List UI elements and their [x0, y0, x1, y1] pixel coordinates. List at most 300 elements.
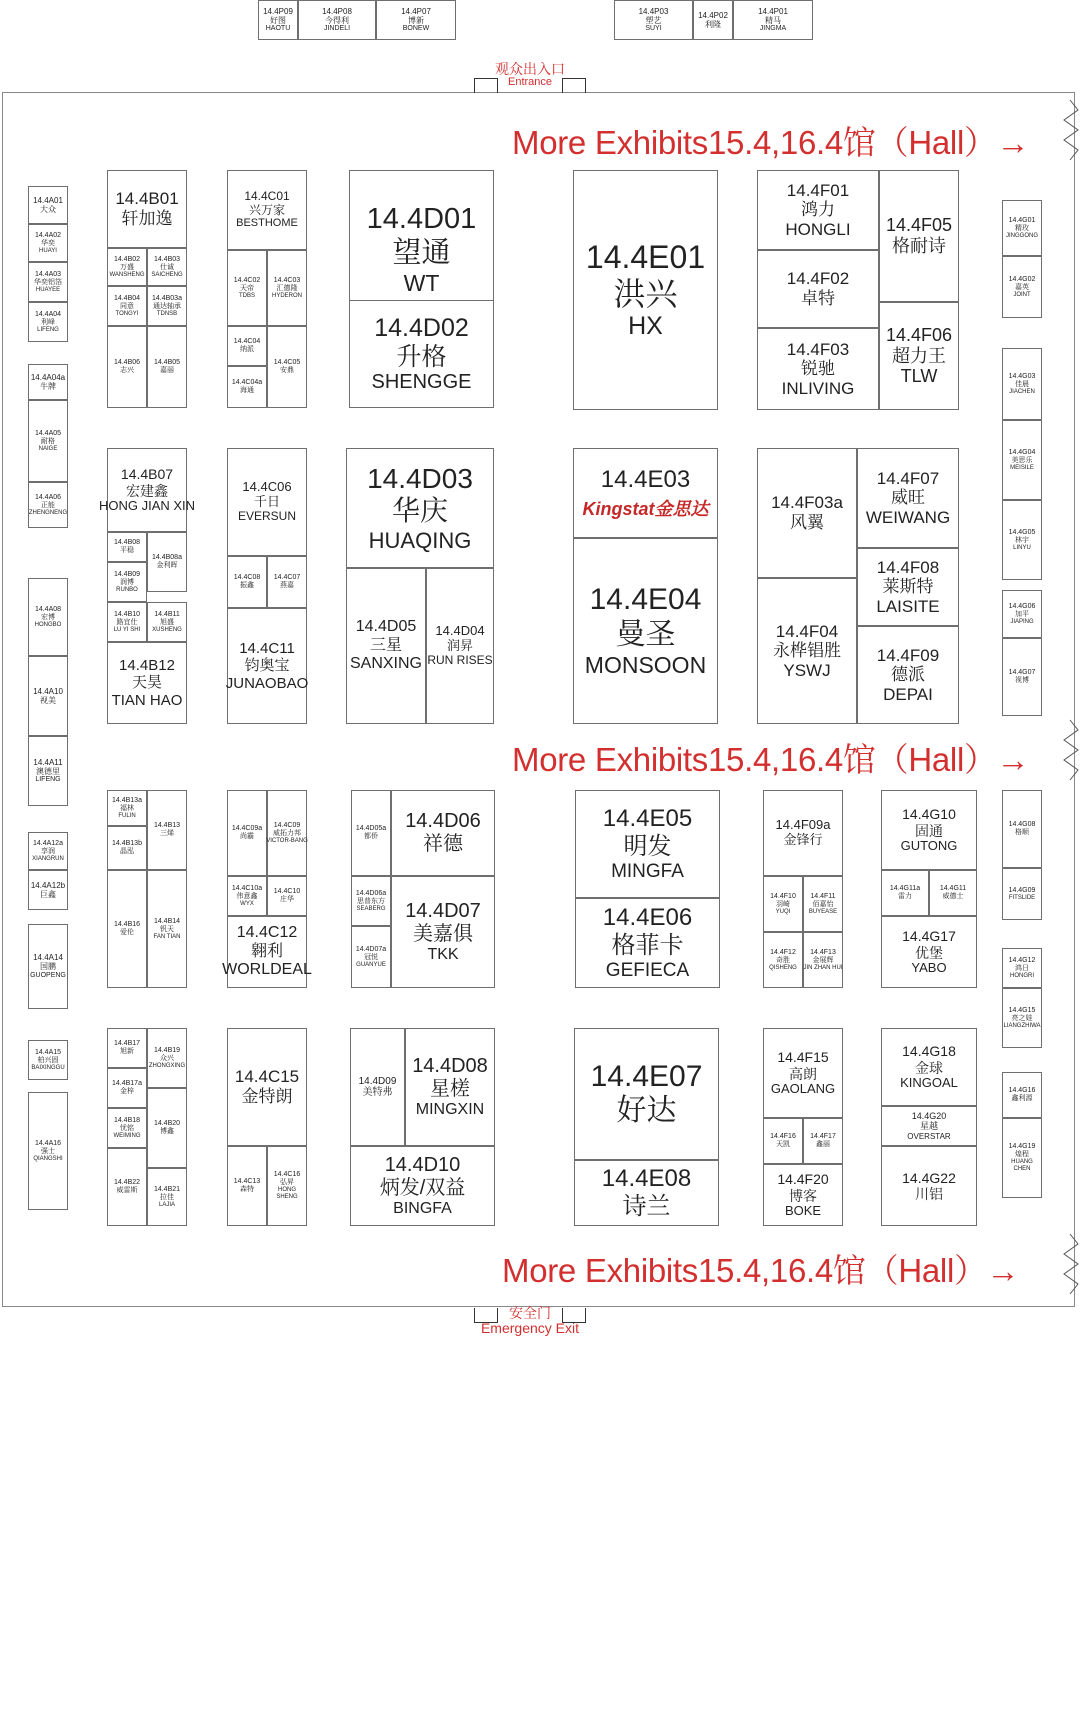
booth-number: 14.4F16 [770, 1132, 796, 1140]
booth-14-4b19[interactable] [147, 1028, 187, 1088]
booth-label [228, 1147, 266, 1225]
kingstat-logo: Kingstat金思达 [582, 499, 709, 520]
booth-number: 14.4C08 [233, 573, 261, 581]
booth-14-4b14[interactable] [147, 870, 187, 988]
booth-name-line: SAICHENG [151, 271, 183, 278]
booth-14-4c09a[interactable] [227, 790, 267, 876]
booth-14-4b03[interactable] [147, 248, 187, 286]
booth-number: 14.4G05 [1008, 528, 1036, 536]
booth-14-4b08[interactable] [107, 532, 147, 562]
booth-14-4f11[interactable] [803, 876, 843, 932]
booth-14-4g16[interactable] [1002, 1072, 1042, 1118]
booth-name-line: 汇德隆 [276, 284, 298, 292]
booth-name-line: FULIN [118, 812, 136, 819]
booth-name-line: 三烯 [160, 830, 174, 837]
booth-name-line: 大众 [40, 205, 56, 214]
booth-name-line: 金球 [915, 1059, 943, 1076]
booth-14-4f16[interactable] [763, 1118, 803, 1164]
booth-label [148, 249, 186, 285]
booth-name-line: LINYU [1013, 544, 1031, 551]
booth-14-4b04[interactable] [107, 286, 147, 326]
booth-14-4b01[interactable] [107, 170, 187, 248]
booth-label [427, 569, 493, 723]
booth-number: 14.4A08 [34, 605, 62, 613]
booth-name-line: HX [628, 312, 663, 341]
booth-label [228, 367, 266, 407]
booth-14-4f12[interactable] [763, 932, 803, 988]
booth-name-line: JOINT [1013, 291, 1031, 298]
booth-label [882, 917, 976, 987]
booth-number: 14.4F09 [876, 645, 940, 665]
booth-label [108, 827, 146, 869]
booth-name-line: WYX [240, 900, 254, 907]
booth-number: 14.4G02 [1008, 275, 1036, 283]
booth-name-line: QIANGSHI [33, 1155, 63, 1162]
booth-14-4b21[interactable] [147, 1168, 187, 1226]
booth-name-line: 精马 [765, 15, 781, 25]
booth-14-4d05a[interactable] [351, 790, 391, 876]
booth-name-line: HAOTU [265, 25, 291, 33]
booth-name-line: TDNSB [156, 310, 178, 317]
booth-number: 14.4C13 [233, 1177, 261, 1185]
booth-14-4g11[interactable] [929, 870, 977, 916]
booth-14-4d03[interactable] [346, 448, 494, 568]
booth-name-line: TDBS [238, 292, 255, 299]
booth-14-4g05[interactable] [1002, 500, 1042, 580]
booth-14-4b02[interactable] [107, 248, 147, 286]
booth-14-4a06[interactable] [28, 482, 68, 528]
booth-label [858, 449, 958, 547]
booth-name-line: RUN RISES [427, 653, 493, 668]
booth-14-4e05[interactable] [575, 790, 720, 898]
booth-name-line: 加平 [1015, 610, 1029, 618]
booth-label [108, 563, 146, 601]
booth-name-line: 博客 [789, 1187, 817, 1204]
booth-name-line: BESTHOME [236, 217, 298, 230]
booth-14-4e06[interactable] [575, 898, 720, 988]
booth-14-4c01[interactable] [227, 170, 307, 250]
booth-14-4f03[interactable] [757, 328, 879, 410]
booth-name-line: 润昇 [446, 638, 473, 654]
booth-14-4a16[interactable] [28, 1092, 68, 1210]
exit-en: Emergency Exit [480, 1319, 580, 1336]
booth-label [804, 877, 842, 931]
more-exhibits-link[interactable]: More Exhibits15.4,16.4馆（Hall）→ [512, 741, 1030, 778]
booth-label [1003, 791, 1041, 867]
booth-name-line: 诗兰 [622, 1193, 671, 1220]
booth-14-4b22[interactable] [107, 1148, 147, 1226]
booth-14-4p02[interactable] [693, 0, 733, 40]
booth-name-line: TIAN HAO [111, 691, 183, 709]
booth-name-line: HUAQING [368, 527, 472, 553]
booth-number: 14.4F11 [810, 892, 836, 900]
booth-14-4e07[interactable] [574, 1028, 719, 1160]
booth-name-line: 尚霸 [240, 833, 254, 840]
booth-label [1003, 421, 1041, 499]
booth-14-4b20[interactable] [147, 1088, 187, 1168]
booth-number: 14.4F08 [876, 557, 940, 577]
booth-label [882, 1107, 976, 1145]
booth-14-4a08[interactable] [28, 578, 68, 656]
booth-14-4f02[interactable] [757, 250, 879, 328]
booth-label [268, 1147, 306, 1225]
booth-14-4d02[interactable] [349, 300, 494, 408]
booth-label [29, 483, 67, 527]
booth-14-4f20[interactable] [763, 1164, 843, 1226]
wall-break-mark [1060, 1234, 1084, 1294]
booth-14-4c07[interactable] [267, 556, 307, 608]
booth-label [228, 251, 266, 325]
booth-number: 14.4G11a [889, 884, 921, 892]
booth-14-4f17[interactable] [803, 1118, 843, 1164]
booth-14-4e04[interactable] [573, 538, 718, 724]
booth-14-4f06[interactable] [879, 302, 959, 410]
booth-number: 14.4C03 [273, 276, 301, 284]
booth-name-line: 炳发/双益 [379, 1176, 466, 1199]
booth-14-4f15[interactable] [763, 1028, 843, 1118]
booth-14-4f05[interactable] [879, 170, 959, 302]
booth-label [108, 603, 146, 641]
booth-number: 14.4E07 [590, 1059, 703, 1093]
booth-name-line: GUOPENG [30, 971, 66, 979]
booth-name-line: 忧铭 [120, 1124, 134, 1132]
booth-name-line: 天凯 [776, 1141, 790, 1148]
booth-14-4g01[interactable] [1002, 200, 1042, 256]
booth-name-line: SANXING [349, 655, 422, 673]
booth-number: 14.4B08a [152, 553, 182, 561]
booth-name-line: 华奕铝箔 [34, 278, 62, 286]
booth-14-4p09[interactable] [258, 0, 298, 40]
booth-14-4p08[interactable] [298, 0, 376, 40]
booth-name-line: 宏建鑫 [126, 482, 168, 499]
booth-14-4p03[interactable] [614, 0, 693, 40]
booth-14-4e01[interactable] [573, 170, 718, 410]
booth-14-4g03[interactable] [1002, 348, 1042, 420]
booth-label [222, 917, 312, 987]
booth-number: 14.4B19 [153, 1046, 181, 1054]
booth-14-4g17[interactable] [881, 916, 977, 988]
booth-14-4c08[interactable] [227, 556, 267, 608]
booth-name-line: 众兴 [160, 1054, 174, 1062]
booth-14-4g12[interactable] [1002, 948, 1042, 988]
exit-cn: 安全门 [509, 1305, 551, 1321]
booth-14-4c09[interactable] [267, 790, 307, 876]
booth-14-4g07[interactable] [1002, 638, 1042, 716]
more-exhibits-link[interactable]: More Exhibits15.4,16.4馆（Hall）→ [512, 124, 1030, 161]
booth-name-line: 海通 [240, 387, 254, 394]
booth-name-line: 嘉英 [1015, 283, 1029, 291]
booth-label [148, 603, 186, 641]
booth-label [108, 1109, 146, 1147]
booth-label [108, 791, 146, 825]
booth-14-4b05[interactable] [147, 326, 187, 408]
booth-label [351, 1147, 494, 1225]
booth-number: 14.4C04 [233, 337, 261, 345]
booth-label [734, 1, 812, 39]
booth-14-4d07a[interactable] [351, 926, 391, 988]
booth-14-4g08[interactable] [1002, 790, 1042, 868]
booth-number: 14.4B09 [113, 570, 141, 578]
booth-number: 14.4G03 [1008, 372, 1036, 380]
booth-name-line: NAIGE [38, 445, 58, 452]
booth-label [352, 791, 390, 875]
booth-name-line: 德派 [891, 665, 925, 685]
booth-name-line: GUANYUE [356, 961, 386, 968]
booth-label [882, 791, 976, 869]
booth-14-4c06[interactable] [227, 448, 307, 556]
booth-name-line: SHENGGE [371, 371, 472, 394]
booth-label [764, 1165, 842, 1225]
booth-14-4p01[interactable] [733, 0, 813, 40]
booth-label [29, 1093, 67, 1209]
booth-number: 14.4B20 [153, 1119, 181, 1127]
booth-14-4g10[interactable] [881, 790, 977, 870]
booth-name-line: 鑫丽 [816, 1141, 830, 1148]
booth-14-4b06[interactable] [107, 326, 147, 408]
booth-name-line: 精玫 [1015, 224, 1029, 232]
booth-name-line: SHENG [276, 1194, 298, 1201]
booth-14-4c02[interactable] [227, 250, 267, 326]
booth-number: 14.4G19 [1008, 1143, 1036, 1151]
booth-label [108, 287, 146, 325]
booth-14-4c10[interactable] [267, 876, 307, 916]
booth-14-4a04[interactable] [28, 302, 68, 342]
booth-number: 14.4F15 [777, 1049, 829, 1066]
booth-name-line: 翱利 [250, 942, 283, 960]
booth-label [29, 925, 67, 1008]
booth-14-4c05[interactable] [267, 326, 307, 408]
booth-14-4d06[interactable] [391, 790, 495, 876]
booth-14-4a12a[interactable] [28, 832, 68, 870]
booth-name-line: FITSLIDE [1008, 894, 1036, 901]
booth-label [29, 833, 67, 869]
booth-name-line: WEIWANG [865, 507, 951, 527]
entrance-cn: 观众出入口 [495, 61, 565, 77]
booth-label [347, 449, 493, 567]
booth-14-4f01[interactable] [757, 170, 879, 250]
booth-name-line: 莱斯特 [882, 577, 934, 597]
booth-label [880, 303, 958, 409]
booth-14-4c16[interactable] [267, 1146, 307, 1226]
booth-name-line: 美嘉俱 [413, 922, 473, 945]
booth-label [350, 301, 493, 407]
booth-number: 14.4C02 [233, 276, 261, 284]
booth-14-4g22[interactable] [881, 1146, 977, 1226]
booth-14-4c15[interactable] [227, 1028, 307, 1146]
booth-number: 14.4B05 [153, 358, 181, 366]
booth-label [574, 539, 717, 723]
booth-number: 14.4G15 [1008, 1006, 1036, 1014]
booth-number: 14.4D07 [405, 899, 481, 922]
booth-14-4b11[interactable] [147, 602, 187, 642]
booth-number: 14.4B01 [115, 189, 179, 209]
booth-14-4c10a[interactable] [227, 876, 267, 916]
booth-number: 14.4G10 [902, 806, 956, 823]
booth-14-4c04a[interactable] [227, 366, 267, 408]
booth-14-4b12[interactable] [107, 642, 187, 724]
booth-14-4c12[interactable] [222, 916, 312, 988]
booth-number: 14.4C09a [231, 824, 263, 832]
booth-14-4d04[interactable] [426, 568, 494, 724]
booth-14-4d08[interactable] [405, 1028, 495, 1146]
booth-name-line: 正能 [41, 501, 55, 509]
booth-14-4e03[interactable] [573, 448, 718, 538]
booth-label [148, 791, 186, 869]
booth-label [347, 569, 425, 723]
booth-name-line: BOKE [784, 1202, 822, 1218]
booth-14-4b03a[interactable] [147, 286, 187, 326]
booth-number: 14.4C15 [234, 1067, 300, 1087]
booth-14-4c13[interactable] [227, 1146, 267, 1226]
booth-name-line: KINGOAL [900, 1074, 958, 1090]
more-exhibits-link[interactable]: More Exhibits15.4,16.4馆（Hall）→ [502, 1252, 1020, 1289]
booth-number: 14.4D05 [355, 618, 417, 636]
booth-14-4e08[interactable] [574, 1160, 719, 1226]
booth-14-4g06[interactable] [1002, 590, 1042, 638]
booth-name-line: 金梓 [120, 1088, 134, 1095]
booth-14-4b13[interactable] [147, 790, 187, 870]
booth-label [29, 365, 67, 399]
booth-14-4a05[interactable] [28, 400, 68, 482]
booth-label [804, 933, 842, 987]
booth-name-line: 川铝 [915, 1186, 943, 1202]
booth-number: 14.4E03 [600, 465, 691, 493]
booth-number: 14.4E08 [601, 1165, 692, 1193]
booth-14-4b17a[interactable] [107, 1068, 147, 1108]
booth-14-4a03[interactable] [28, 262, 68, 302]
booth-name-line: BONEW [402, 25, 430, 33]
booth-14-4f08[interactable] [857, 548, 959, 626]
booth-label [228, 791, 266, 875]
booth-14-4d05[interactable] [346, 568, 426, 724]
booth-14-4b07[interactable] [98, 448, 196, 532]
booth-14-4g15[interactable] [1002, 988, 1042, 1048]
booth-name-line: OVERSTAR [907, 1131, 951, 1141]
booth-name-line: XIANGRUN [32, 855, 64, 862]
booth-name-line: 金特朗 [241, 1087, 293, 1106]
booth-14-4c11[interactable] [227, 608, 307, 724]
booth-14-4b17[interactable] [107, 1028, 147, 1068]
booth-14-4g11a[interactable] [881, 870, 929, 916]
booth-14-4g02[interactable] [1002, 256, 1042, 318]
booth-name-line: 美思乐 [1011, 456, 1033, 464]
booth-14-4d07[interactable] [391, 876, 495, 988]
booth-name-line: 万盛 [120, 263, 134, 271]
booth-name-line: YUQI [775, 908, 791, 915]
booth-14-4a12b[interactable] [28, 870, 68, 910]
entrance-en: Entrance [507, 75, 553, 88]
booth-number: 14.4G04 [1008, 448, 1036, 456]
booth-14-4b16[interactable] [107, 870, 147, 988]
booth-name-line: 升格 [396, 342, 447, 371]
booth-14-4g19[interactable] [1002, 1118, 1042, 1198]
booth-label [1003, 257, 1041, 317]
booth-14-4a15[interactable] [28, 1040, 68, 1080]
booth-14-4d10[interactable] [350, 1146, 495, 1226]
booth-14-4f10[interactable] [763, 876, 803, 932]
booth-14-4a14[interactable] [28, 924, 68, 1009]
booth-name-line: HUAYEE [35, 286, 61, 293]
booth-14-4c03[interactable] [267, 250, 307, 326]
booth-name-line: 旭盛 [160, 618, 174, 626]
door-mark [562, 1308, 586, 1323]
booth-14-4f07[interactable] [857, 448, 959, 548]
booth-14-4d06a[interactable] [351, 876, 391, 926]
booth-label [268, 877, 306, 915]
booth-14-4b13a[interactable] [107, 790, 147, 826]
booth-label [575, 1029, 718, 1159]
booth-name-line: TLW [900, 366, 938, 387]
booth-14-4b09[interactable] [107, 562, 147, 602]
booth-14-4c04[interactable] [227, 326, 267, 366]
booth-name-line: 风翼 [790, 513, 824, 532]
booth-14-4f09[interactable] [857, 626, 959, 724]
booth-14-4d09[interactable] [350, 1028, 405, 1146]
booth-14-4b10[interactable] [107, 602, 147, 642]
booth-label [758, 449, 856, 577]
booth-14-4a11[interactable] [28, 736, 68, 806]
booth-number: 14.4G09 [1008, 886, 1036, 894]
booth-name-line: 晶泓 [120, 848, 134, 855]
booth-14-4g18[interactable] [881, 1028, 977, 1106]
booth-label [228, 171, 306, 249]
booth-14-4a10[interactable] [28, 656, 68, 736]
booth-name-line: 华奕 [41, 239, 55, 247]
booth-name-line: 强士 [41, 1147, 55, 1155]
booth-14-4p07[interactable] [376, 0, 456, 40]
booth-label [268, 327, 306, 407]
booth-label [352, 927, 390, 987]
booth-14-4g20[interactable] [881, 1106, 977, 1146]
booth-label [574, 171, 717, 409]
booth-14-4a02[interactable] [28, 224, 68, 262]
booth-number: 14.4C10 [273, 887, 301, 895]
booth-14-4f13[interactable] [803, 932, 843, 988]
booth-14-4f09a[interactable] [763, 790, 843, 876]
booth-name-line: HONGBO [34, 621, 62, 628]
booth-14-4g09[interactable] [1002, 868, 1042, 920]
booth-label [29, 187, 67, 223]
booth-14-4b13b[interactable] [107, 826, 147, 870]
booth-14-4g04[interactable] [1002, 420, 1042, 500]
booth-name-line: ZHONGXING [148, 1062, 186, 1069]
booth-label [29, 263, 67, 301]
booth-name-line: JINDELI [323, 25, 351, 33]
booth-name-line: 鑫利源 [1011, 1095, 1033, 1102]
booth-14-4f03a[interactable] [757, 448, 857, 578]
booth-name-line: TKK [427, 945, 459, 963]
booth-14-4a04a[interactable] [28, 364, 68, 400]
booth-name-line: WORLDEAL [222, 961, 312, 979]
booth-label [108, 871, 146, 987]
booth-name-line: MINGFA [611, 860, 684, 882]
booth-label [882, 1147, 976, 1225]
booth-number: 14.4D06 [405, 810, 481, 832]
booth-14-4b18[interactable] [107, 1108, 147, 1148]
booth-14-4b08a[interactable] [147, 532, 187, 592]
booth-name-line: 金利晖 [156, 562, 178, 569]
booth-number: 14.4B13b [112, 839, 142, 847]
booth-14-4a01[interactable] [28, 186, 68, 224]
booth-label [880, 171, 958, 301]
booth-name-line: 思普东方 [357, 897, 385, 905]
booth-number: 14.4A03 [34, 270, 62, 278]
booth-name-line: 志兴 [120, 367, 134, 374]
booth-label [108, 643, 186, 723]
booth-14-4f04[interactable] [757, 578, 857, 724]
booth-number: 14.4B10 [113, 610, 141, 618]
door-mark [562, 78, 586, 93]
